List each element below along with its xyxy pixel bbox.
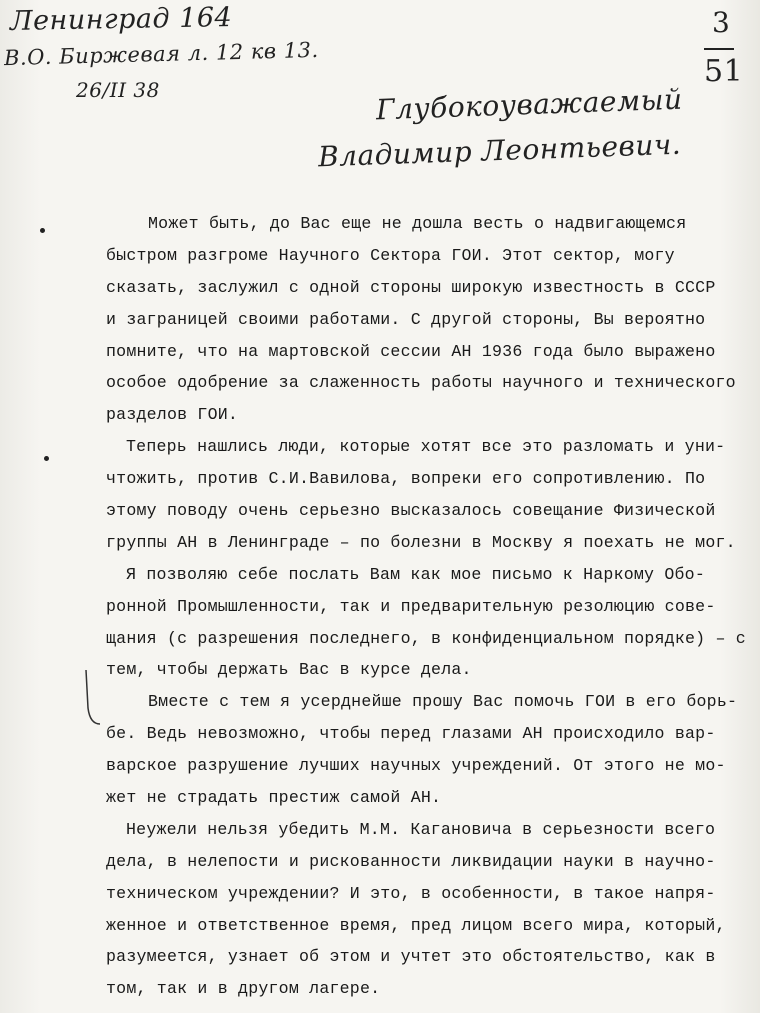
salutation-line1: Глубокоуважаемый [375,82,683,127]
body-line: разделов ГОИ. [106,405,239,425]
body-line: особое одобрение за слаженность работы научного и технического [106,373,736,393]
body-line: быстром разгроме Научного Сектора ГОИ. Этот сектор, могу [106,245,675,265]
body-line: дела, в нелепости и рискованности ликвидации науки в научно- [106,851,716,871]
body-line: ронной Промышленности, так и предварительную резолюцию сове- [106,596,716,616]
body-line: помните, что на мартовской сессии АН 1936 года было выражено [106,341,716,361]
sender-address-city: Ленинград 164 [9,2,233,37]
letter-date: 26/II 38 [76,78,160,102]
margin-dot [40,228,45,233]
body-line: жет не страдать престиж самой АН. [106,788,442,808]
body-line: группы АН в Ленинграде – по болезни в Москву я поехать не мог. [106,532,736,552]
body-line: щания (с разрешения последнего, в конфиденциальном порядке) – с [106,628,746,648]
body-line: чтожить, против С.И.Вавилова, вопреки его сопротивлению. По [106,469,706,489]
body-line: и заграницей своими работами. С другой стороны, Вы вероятно [106,309,706,329]
body-line: тем, чтобы держать Вас в курсе дела. [106,660,472,680]
body-line: Вместе с тем я усерднейше прошу Вас помочь ГОИ в его борь- [148,692,738,712]
salutation-line2: Владимир Леонтьевич. [317,127,682,174]
body-line: бе. Ведь невозможно, чтобы перед глазами АН происходило вар- [106,724,716,744]
page-number-divider [704,48,734,50]
body-line: этому поводу очень серьезно высказалось совещание Физической [106,501,716,521]
margin-dot [44,456,49,461]
margin-bracket-mark [82,668,102,728]
body-line: женное и ответственное время, пред лицом всего мира, который, [106,915,726,935]
page-number-top: 3 [712,6,731,39]
body-line: Может быть, до Вас еще не дошла весть о надвигающемся [148,214,687,233]
body-line: Теперь нашлись люди, которые хотят все это разломать и уни- [126,437,726,457]
letter-body [106,208,746,1005]
body-line: варское разрушение лучших научных учреждений. От этого не мо- [106,756,726,776]
sender-address-street: В.О. Биржевая л. 12 кв 13. [3,37,319,71]
body-line: техническом учреждении? И это, в особенности, в такое напря- [106,883,716,903]
body-line: том, так и в другом лагере. [106,979,381,999]
body-line: сказать, заслужил с одной стороны широкую известность в СССР [106,277,716,297]
body-line: разумеется, узнает об этом и учтет это обстоятельство, как в [106,947,716,967]
page-number-bottom: 51 [704,54,744,89]
body-line: Неужели нельзя убедить М.М. Кагановича в серьезности всего [126,819,716,839]
body-line: Я позволяю себе послать Вам как мое письмо к Наркому Обо- [126,564,705,584]
